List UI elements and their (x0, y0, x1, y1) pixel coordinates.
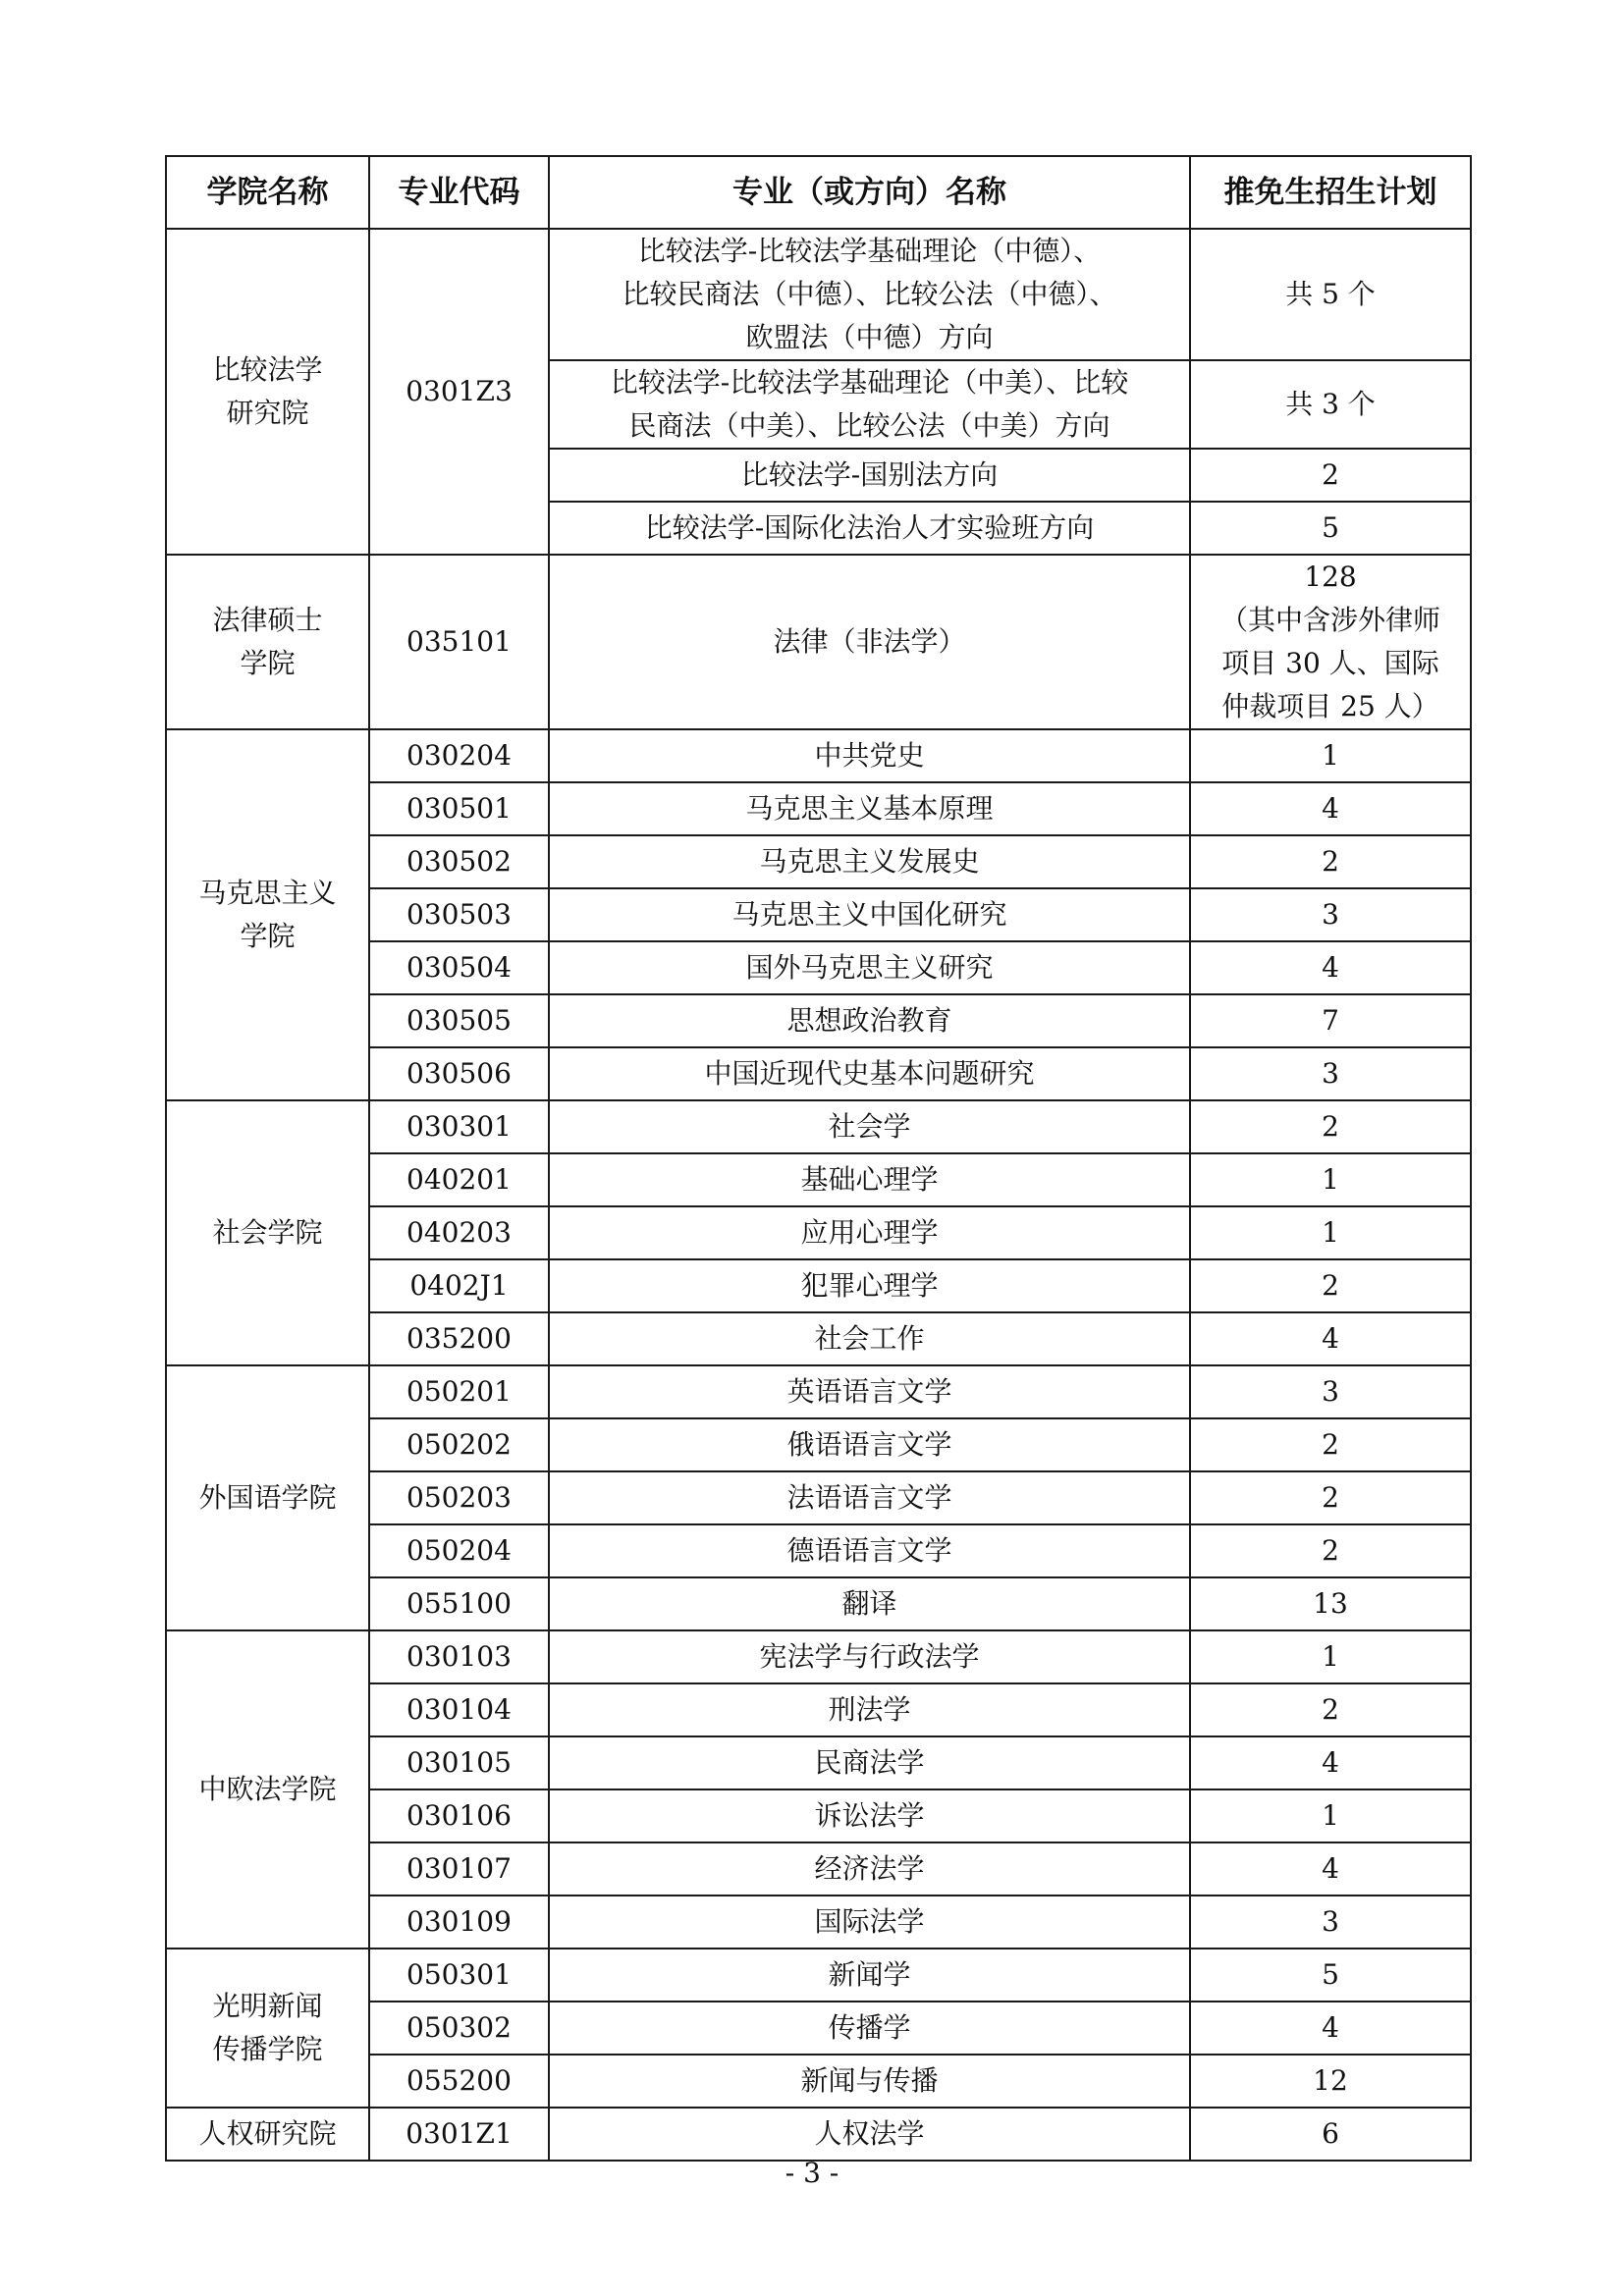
major-cell: 比较法学-国别法方向 (549, 449, 1190, 502)
major-cell: 俄语语言文学 (549, 1418, 1190, 1471)
plan-cell: 共 3 个 (1190, 360, 1471, 449)
code-cell: 030104 (369, 1683, 549, 1736)
college-cell: 法律硕士 学院 (166, 555, 369, 729)
plan-cell: 2 (1190, 1683, 1471, 1736)
code-cell: 055200 (369, 2055, 549, 2108)
major-cell: 国际法学 (549, 1896, 1190, 1949)
code-cell: 030301 (369, 1100, 549, 1153)
code-cell: 0402J1 (369, 1259, 549, 1312)
code-cell: 030107 (369, 1842, 549, 1896)
plan-cell: 3 (1190, 1047, 1471, 1100)
code-cell: 030506 (369, 1047, 549, 1100)
major-cell: 英语语言文学 (549, 1365, 1190, 1418)
plan-cell: 2 (1190, 1100, 1471, 1153)
college-cell: 人权研究院 (166, 2108, 369, 2161)
plan-cell: 4 (1190, 1312, 1471, 1365)
header-plan: 推免生招生计划 (1190, 156, 1471, 229)
plan-cell: 4 (1190, 941, 1471, 994)
college-cell: 比较法学 研究院 (166, 229, 369, 555)
code-cell: 030103 (369, 1630, 549, 1683)
page-number: - 3 - (785, 2157, 839, 2189)
plan-cell: 1 (1190, 1153, 1471, 1206)
plan-cell: 1 (1190, 1206, 1471, 1259)
major-cell: 刑法学 (549, 1683, 1190, 1736)
plan-cell: 2 (1190, 1524, 1471, 1577)
major-cell: 社会工作 (549, 1312, 1190, 1365)
college-cell: 光明新闻 传播学院 (166, 1949, 369, 2108)
plan-cell: 2 (1190, 1418, 1471, 1471)
college-cell: 中欧法学院 (166, 1630, 369, 1949)
header-college: 学院名称 (166, 156, 369, 229)
college-cell: 马克思主义 学院 (166, 729, 369, 1100)
major-cell: 德语语言文学 (549, 1524, 1190, 1577)
major-cell: 应用心理学 (549, 1206, 1190, 1259)
code-cell: 030109 (369, 1896, 549, 1949)
major-cell: 诉讼法学 (549, 1789, 1190, 1842)
major-cell: 经济法学 (549, 1842, 1190, 1896)
plan-cell: 1 (1190, 1789, 1471, 1842)
header-code: 专业代码 (369, 156, 549, 229)
code-cell: 040203 (369, 1206, 549, 1259)
code-cell: 050302 (369, 2002, 549, 2055)
major-cell: 中共党史 (549, 729, 1190, 782)
table-row (166, 2108, 1471, 2161)
code-cell: 0301Z3 (369, 229, 549, 555)
table-row (166, 555, 1471, 729)
table-row (166, 1949, 1471, 2002)
plan-cell: 4 (1190, 782, 1471, 835)
code-cell: 030105 (369, 1736, 549, 1789)
plan-cell: 13 (1190, 1577, 1471, 1630)
plan-cell: 3 (1190, 888, 1471, 941)
major-cell: 翻译 (549, 1577, 1190, 1630)
major-cell: 马克思主义中国化研究 (549, 888, 1190, 941)
table-row (166, 1365, 1471, 1418)
code-cell: 040201 (369, 1153, 549, 1206)
major-cell: 法律（非法学） (549, 555, 1190, 729)
major-cell: 比较法学-比较法学基础理论（中美）、比较 民商法（中美）、比较公法（中美）方向 (549, 360, 1190, 449)
major-cell: 马克思主义基本原理 (549, 782, 1190, 835)
table-row (166, 229, 1471, 360)
plan-cell: 2 (1190, 1259, 1471, 1312)
table-header-row (166, 156, 1471, 229)
code-cell: 035200 (369, 1312, 549, 1365)
enrollment-plan-table (165, 155, 1472, 2162)
major-cell: 新闻与传播 (549, 2055, 1190, 2108)
code-cell: 050203 (369, 1471, 549, 1524)
major-cell: 犯罪心理学 (549, 1259, 1190, 1312)
code-cell: 030505 (369, 994, 549, 1047)
plan-cell: 2 (1190, 449, 1471, 502)
major-cell: 比较法学-国际化法治人才实验班方向 (549, 502, 1190, 555)
code-cell: 030501 (369, 782, 549, 835)
plan-cell: 2 (1190, 835, 1471, 888)
major-cell: 人权法学 (549, 2108, 1190, 2161)
major-cell: 传播学 (549, 2002, 1190, 2055)
major-cell: 社会学 (549, 1100, 1190, 1153)
code-cell: 030204 (369, 729, 549, 782)
major-cell: 民商法学 (549, 1736, 1190, 1789)
plan-cell: 5 (1190, 502, 1471, 555)
major-cell: 比较法学-比较法学基础理论（中德）、 比较民商法（中德）、比较公法（中德）、 欧盟法（中德）方向 (549, 229, 1190, 360)
code-cell: 050201 (369, 1365, 549, 1418)
plan-cell: 4 (1190, 1842, 1471, 1896)
plan-cell: 4 (1190, 1736, 1471, 1789)
plan-cell: 7 (1190, 994, 1471, 1047)
code-cell: 030502 (369, 835, 549, 888)
plan-cell: 4 (1190, 2002, 1471, 2055)
plan-cell: 2 (1190, 1471, 1471, 1524)
code-cell: 030503 (369, 888, 549, 941)
plan-cell: 5 (1190, 1949, 1471, 2002)
major-cell: 国外马克思主义研究 (549, 941, 1190, 994)
plan-cell: 128 （其中含涉外律师 项目 30 人、国际 仲裁项目 25 人） (1190, 555, 1471, 729)
header-major: 专业（或方向）名称 (549, 156, 1190, 229)
code-cell: 050301 (369, 1949, 549, 2002)
plan-cell: 12 (1190, 2055, 1471, 2108)
plan-cell: 1 (1190, 1630, 1471, 1683)
code-cell: 050202 (369, 1418, 549, 1471)
major-cell: 法语语言文学 (549, 1471, 1190, 1524)
code-cell: 035101 (369, 555, 549, 729)
college-cell: 社会学院 (166, 1100, 369, 1365)
code-cell: 030106 (369, 1789, 549, 1842)
major-cell: 马克思主义发展史 (549, 835, 1190, 888)
plan-cell: 6 (1190, 2108, 1471, 2161)
plan-cell: 3 (1190, 1896, 1471, 1949)
major-cell: 新闻学 (549, 1949, 1190, 2002)
code-cell: 055100 (369, 1577, 549, 1630)
table-row (166, 1100, 1471, 1153)
code-cell: 0301Z1 (369, 2108, 549, 2161)
major-cell: 思想政治教育 (549, 994, 1190, 1047)
plan-cell: 3 (1190, 1365, 1471, 1418)
code-cell: 050204 (369, 1524, 549, 1577)
plan-cell: 1 (1190, 729, 1471, 782)
college-cell: 外国语学院 (166, 1365, 369, 1630)
code-cell: 030504 (369, 941, 549, 994)
table-row (166, 729, 1471, 782)
plan-cell: 共 5 个 (1190, 229, 1471, 360)
table-row (166, 1630, 1471, 1683)
major-cell: 宪法学与行政法学 (549, 1630, 1190, 1683)
major-cell: 中国近现代史基本问题研究 (549, 1047, 1190, 1100)
major-cell: 基础心理学 (549, 1153, 1190, 1206)
